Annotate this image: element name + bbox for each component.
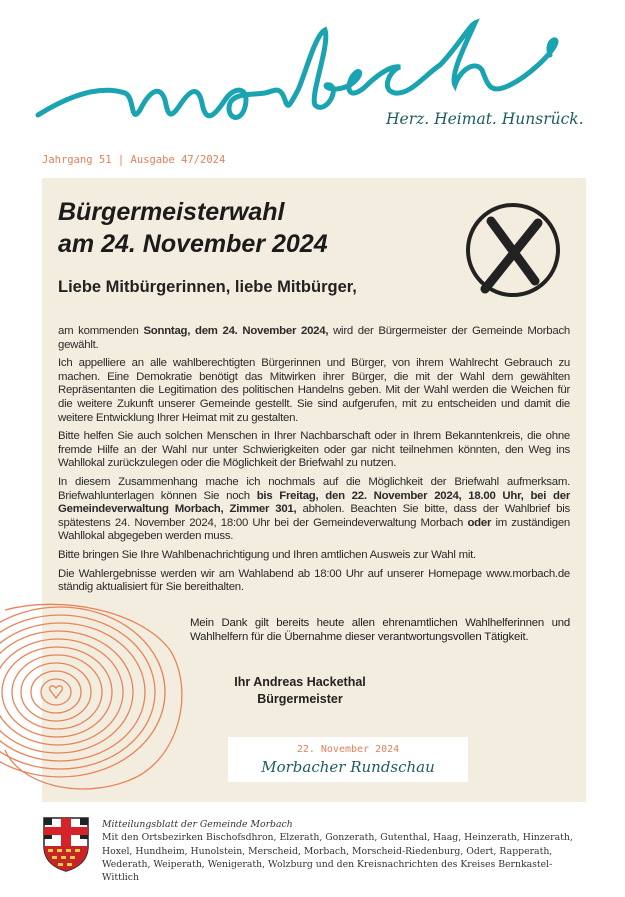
paragraph: Bitte bringen Sie Ihre Wahlbenachrichtigung und Ihren amtlichen Ausweis zur Wahl mit. xyxy=(58,548,476,561)
newspaper-name: Morbacher Rundschau xyxy=(261,758,435,776)
date-box xyxy=(228,737,468,782)
signature-role: Bürgermeister xyxy=(257,692,343,706)
title-line-2: am 24. November 2024 xyxy=(58,230,328,258)
footer-title: Mitteilungsblatt der Gemeinde Morbach xyxy=(102,819,293,830)
paragraph: am kommenden Sonntag, dem 24. November 2024, wird der Bürgermeister der Gemeinde Morbach gewählt. xyxy=(58,325,570,351)
signature xyxy=(200,674,400,708)
ballot-x-icon xyxy=(463,201,563,301)
page-title xyxy=(58,196,328,260)
tagline: Herz. Heimat. Hunsrück. xyxy=(386,110,584,128)
tree-rings-illustration xyxy=(0,600,200,795)
article-body xyxy=(58,325,570,600)
footer-text: Mit den Ortsbezirken Bischofsdhron, Elzerath, Gonzerath, Gutenthal, Haag, Heinzerath, Hinzerath, Hoxel, Hundheim, Hunolstein, Merscheid, Morbach, Morscheid-Riedenburg, Odert, Rapperath, Wederath, Weiperath, Wenigerath, Wolzburg und den Kreisnachrichten des Kreises Bernkastel-Wittlich xyxy=(102,832,573,884)
morbach-logo xyxy=(30,15,600,125)
paragraph: In diesem Zusammenhang mache ich nochmals auf die Möglichkeit der Briefwahl aufmerksam. Briefwahlunterlagen können Sie noch bis Freitag, den 22. November 2024, 18.00 Uhr, bei der Gemeindeverwaltung Morbach, Zimmer 301, abholen. Beachten Sie bitte, dass der Wahlbrief bis spätestens 24. November 2024, 18:00 Uhr bei der Gemeindeverwaltung Morbach oder im zuständigen Wahllokal abgegeben werden muss. xyxy=(58,475,571,543)
thanks-paragraph: Mein Dank gilt bereits heute allen ehrenamtlichen Wahlhelferinnen und Wahlhelfern für die Übernahme dieser verantwortungsvollen Tätigkeit. xyxy=(190,617,570,643)
footer xyxy=(102,818,582,884)
issue-info: Jahrgang 51 | Ausgabe 47/2024 xyxy=(42,154,226,166)
greeting: Liebe Mitbürgerinnen, liebe Mitbürger, xyxy=(58,278,357,296)
paragraph: Ich appelliere an alle wahlberechtigten Bürgerinnen und Bürger, von ihrem Wahlrecht Gebrauch zu machen. Eine Demokratie benötigt das Mitwirken ihrer Bürger, die mit der Wahl dem gewählten Repräsentanten die Legitimation des politischen Handelns geben. Mit der Wahl werden die Weichen für die weitere Zukunft unserer Gemeinde gestellt. Sie sind aufgerufen, mit zu entscheiden und damit die weitere Entwicklung Ihrer Heimat mit zu gestalten. xyxy=(58,357,570,424)
paragraph: Bitte helfen Sie auch solchen Menschen in Ihrer Nachbarschaft oder in Ihrem Bekanntenkreis, die ohne fremde Hilfe an der Wahl nur unter Schwierigkeiten oder gar nicht teilnehmen könnten, den Weg ins Wahllokal zurückzulegen oder die Möglichkeit der Briefwahl zu nutzen. xyxy=(58,430,570,470)
issue-date: 22. November 2024 xyxy=(296,744,400,755)
title-line-1: Bürgermeisterwahl xyxy=(58,198,285,226)
coat-of-arms-icon xyxy=(42,816,90,872)
signature-name: Ihr Andreas Hackethal xyxy=(234,675,366,689)
paragraph: Die Wahlergebnisse werden wir am Wahlabend ab 18:00 Uhr auf unserer Homepage www.morbach.de ständig aktualisiert für Sie bereithalten. xyxy=(58,567,570,594)
